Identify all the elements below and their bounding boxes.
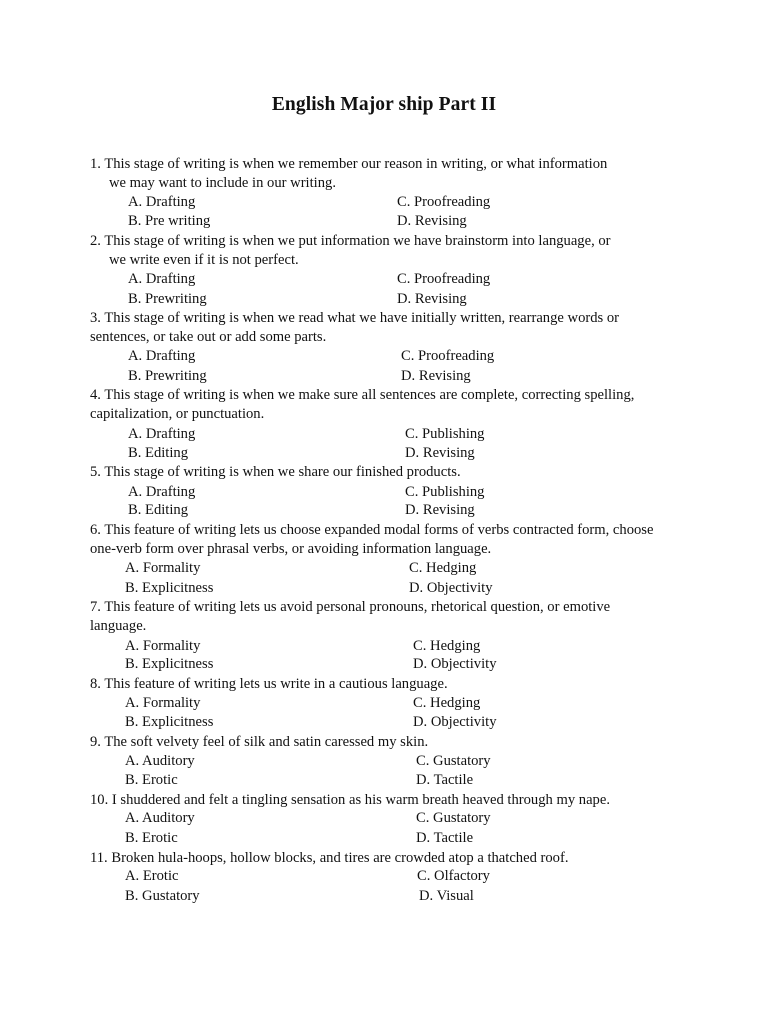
question-11-choice-b: B. Gustatory — [125, 888, 200, 904]
question-9-choice-c: C. Gustatory — [416, 753, 491, 769]
question-2-choice-c: C. Proofreading — [397, 271, 491, 287]
question-7-stem: 7. This feature of writing lets us avoid personal pronouns, rhetorical question, or emotive — [90, 599, 611, 615]
question-8-choice-a: A. Formality — [125, 695, 201, 711]
page-title: English Major ship Part II — [271, 94, 497, 115]
question-4-choice-d: D. Revising — [405, 445, 475, 461]
question-1-choice-d: D. Revising — [397, 213, 467, 229]
question-5-choice-a: A. Drafting — [128, 484, 196, 500]
question-5-choice-b: B. Editing — [128, 502, 188, 518]
question-10-choice-a: A. Auditory — [125, 810, 195, 826]
question-1-choice-a: A. Drafting — [128, 194, 196, 210]
question-1-stem-continued: we may want to include in our writing. — [109, 175, 336, 191]
question-8-choice-b: B. Explicitness — [125, 714, 214, 730]
question-4-stem-continued: capitalization, or punctuation. — [90, 406, 265, 422]
question-10-choice-b: B. Erotic — [125, 830, 178, 846]
question-5-choice-c: C. Publishing — [405, 484, 485, 500]
question-4-choice-b: B. Editing — [128, 445, 188, 461]
question-3-choice-b: B. Prewriting — [128, 368, 207, 384]
question-5-choice-d: D. Revising — [405, 502, 475, 518]
question-4-choice-a: A. Drafting — [128, 426, 196, 442]
question-1-stem: 1. This stage of writing is when we remember our reason in writing, or what information — [90, 156, 608, 172]
question-10-stem: 10. I shuddered and felt a tingling sensation as his warm breath heaved through my nape. — [90, 792, 610, 808]
question-4-choice-c: C. Publishing — [405, 426, 485, 442]
question-11-choice-c: C. Olfactory — [417, 868, 490, 884]
question-5-stem: 5. This stage of writing is when we share our finished products. — [90, 464, 461, 480]
question-3-stem-continued: sentences, or take out or add some parts. — [90, 329, 327, 345]
question-11-choice-d: D. Visual — [419, 888, 474, 904]
question-7-choice-b: B. Explicitness — [125, 656, 214, 672]
question-6-choice-c: C. Hedging — [409, 560, 477, 576]
question-11-choice-a: A. Erotic — [125, 868, 179, 884]
question-9-choice-b: B. Erotic — [125, 772, 178, 788]
question-2-choice-a: A. Drafting — [128, 271, 196, 287]
question-10-choice-d: D. Tactile — [416, 830, 474, 846]
question-8-choice-d: D. Objectivity — [413, 714, 497, 730]
question-4-stem: 4. This stage of writing is when we make sure all sentences are complete, correcting spelling, — [90, 387, 635, 403]
question-2-stem-continued: we write even if it is not perfect. — [109, 252, 299, 268]
question-3-choice-d: D. Revising — [401, 368, 471, 384]
question-6-choice-b: B. Explicitness — [125, 580, 214, 596]
question-8-stem: 8. This feature of writing lets us write in a cautious language. — [90, 676, 448, 692]
question-9-choice-d: D. Tactile — [416, 772, 474, 788]
question-7-choice-a: A. Formality — [125, 638, 201, 654]
question-11-stem: 11. Broken hula-hoops, hollow blocks, and tires are crowded atop a thatched roof. — [90, 850, 569, 866]
question-8-choice-c: C. Hedging — [413, 695, 481, 711]
question-7-choice-d: D. Objectivity — [413, 656, 497, 672]
question-6-choice-a: A. Formality — [125, 560, 201, 576]
question-1-choice-b: B. Pre writing — [128, 213, 211, 229]
question-7-choice-c: C. Hedging — [413, 638, 481, 654]
question-3-choice-c: C. Proofreading — [401, 348, 495, 364]
question-2-stem: 2. This stage of writing is when we put information we have brainstorm into language, or — [90, 233, 611, 249]
question-10-choice-c: C. Gustatory — [416, 810, 491, 826]
question-2-choice-b: B. Prewriting — [128, 291, 207, 307]
question-3-stem: 3. This stage of writing is when we read what we have initially written, rearrange words or — [90, 310, 620, 326]
question-7-stem-continued: language. — [90, 618, 147, 634]
question-9-choice-a: A. Auditory — [125, 753, 195, 769]
question-6-choice-d: D. Objectivity — [409, 580, 493, 596]
question-6-stem-continued: one-verb form over phrasal verbs, or avoiding information language. — [90, 541, 492, 557]
question-2-choice-d: D. Revising — [397, 291, 467, 307]
question-3-choice-a: A. Drafting — [128, 348, 196, 364]
question-1-choice-c: C. Proofreading — [397, 194, 491, 210]
question-9-stem: 9. The soft velvety feel of silk and satin caressed my skin. — [90, 734, 429, 750]
question-6-stem: 6. This feature of writing lets us choose expanded modal forms of verbs contracted form, choose — [90, 522, 654, 538]
